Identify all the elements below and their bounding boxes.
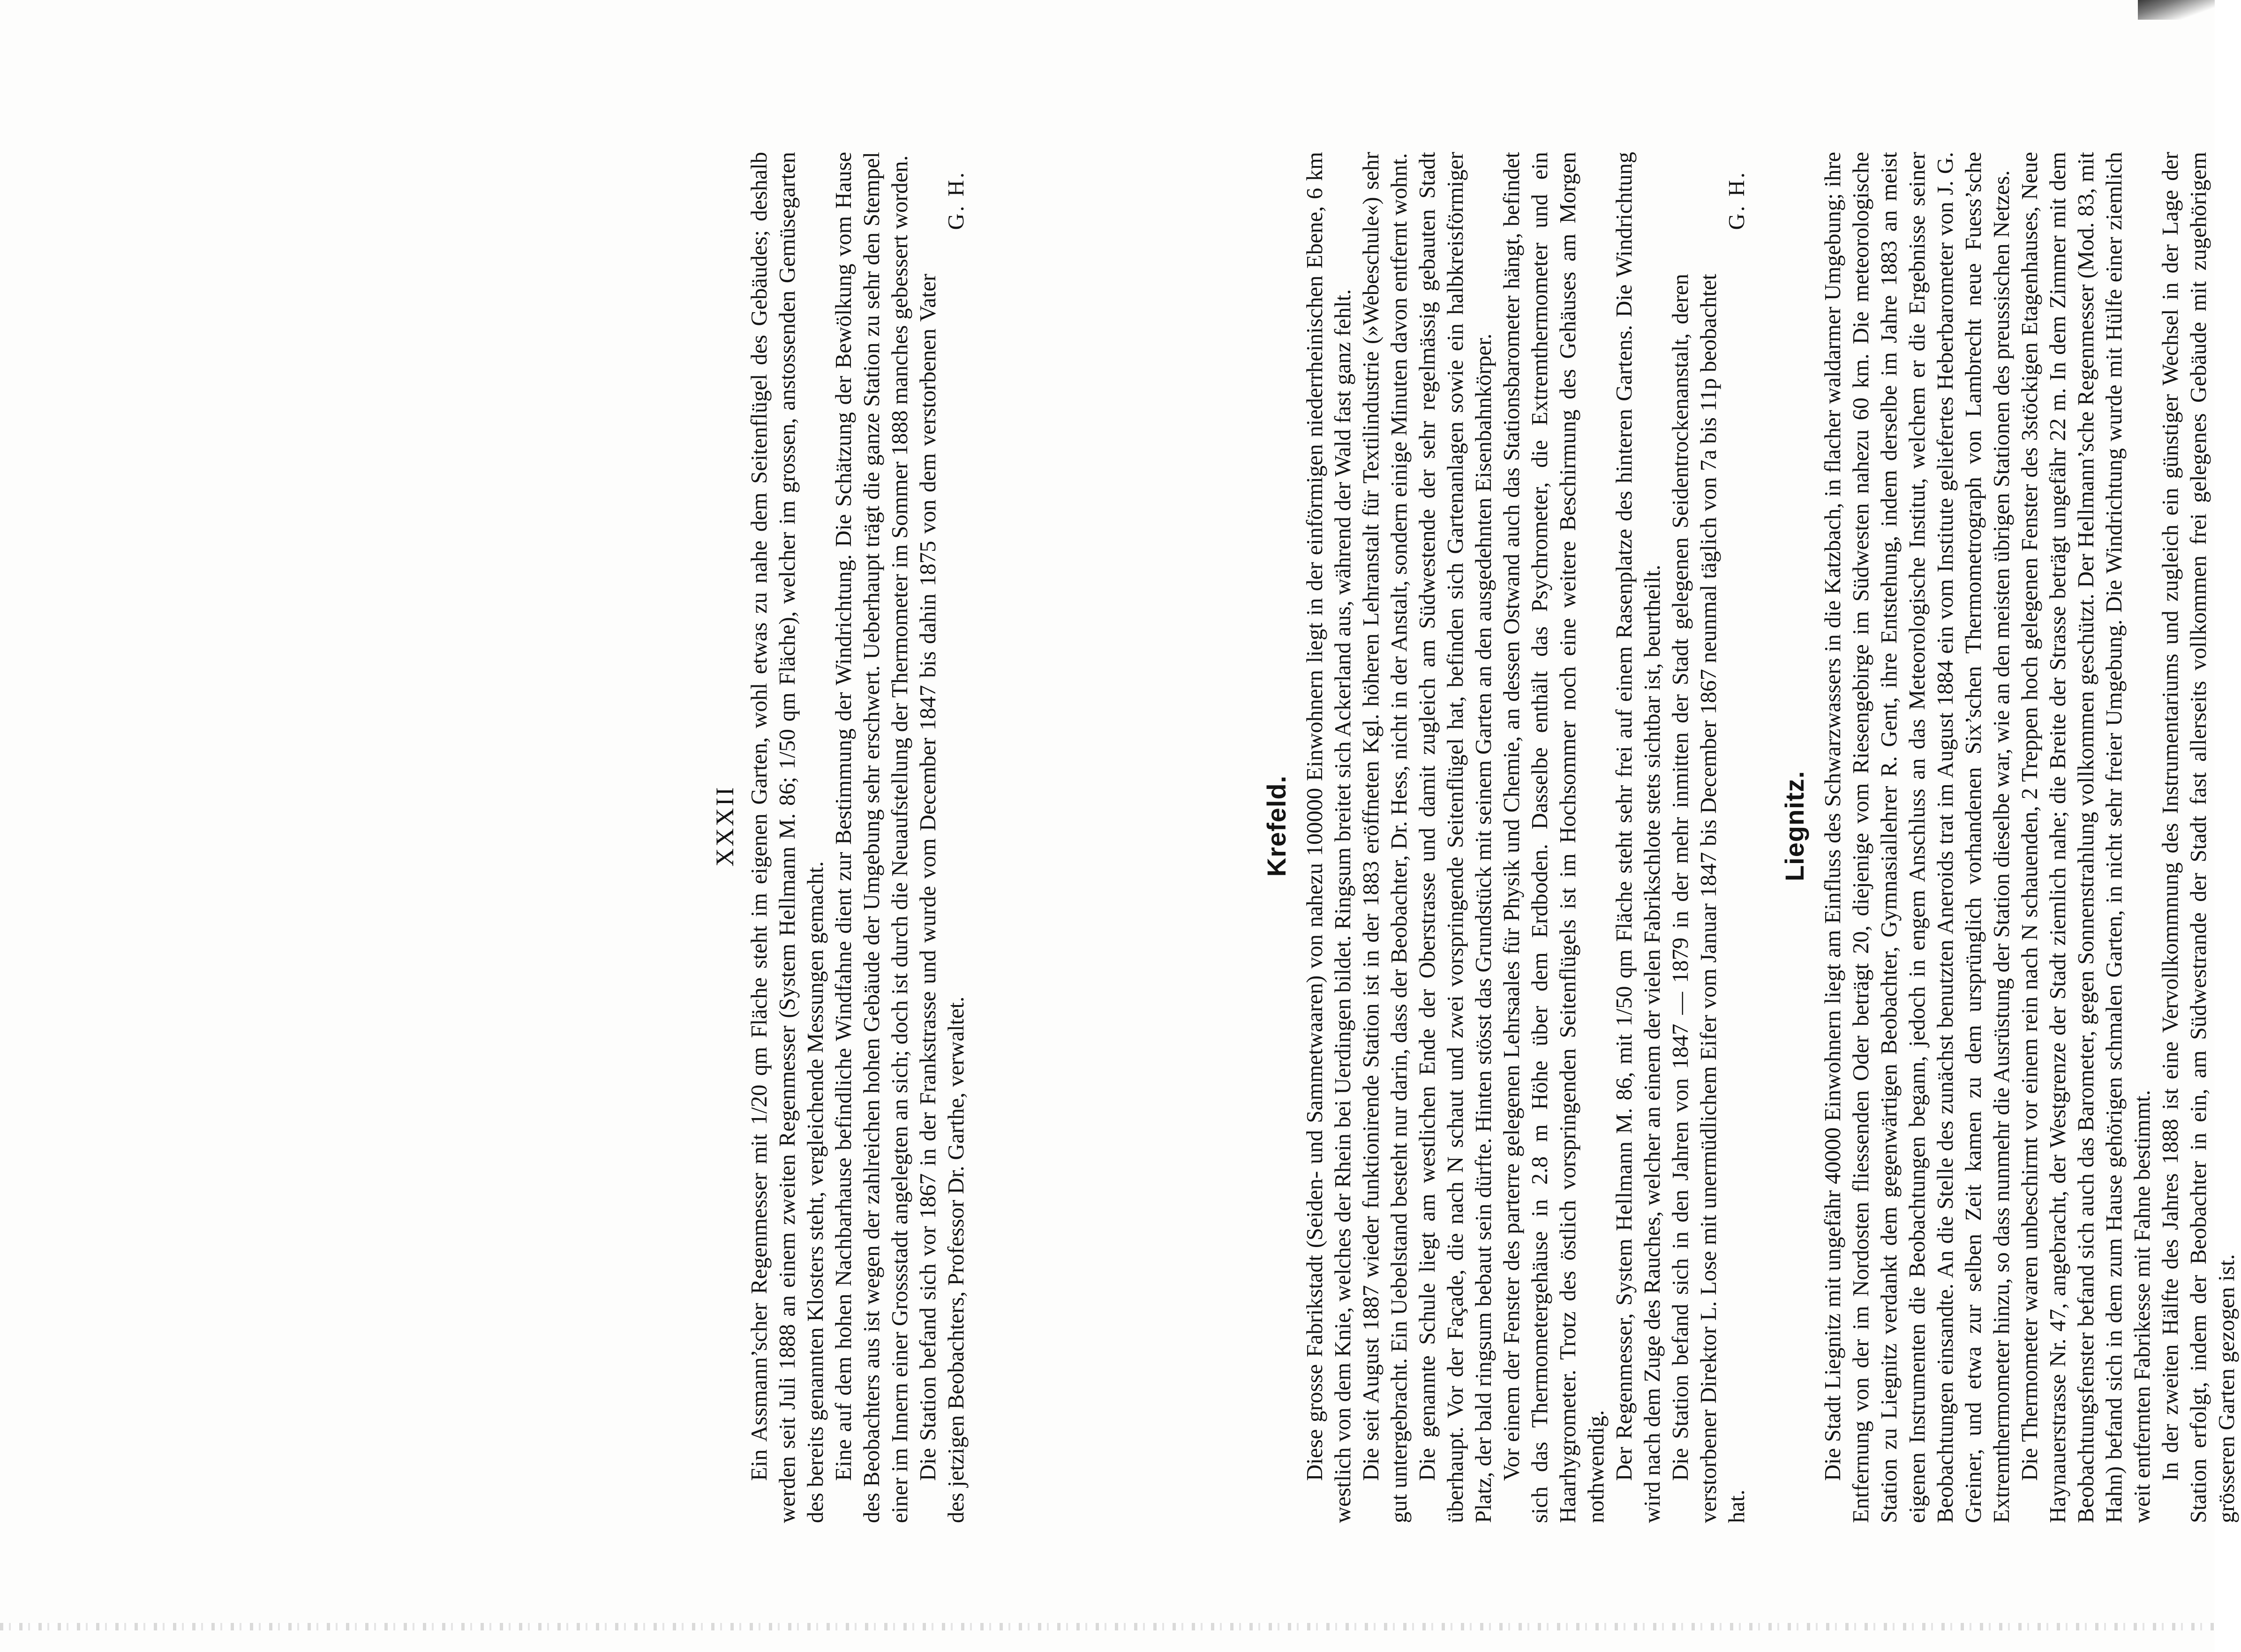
- paragraph: [1667, 152, 1751, 1523]
- scan-edge-noise: [0, 1623, 2215, 1630]
- paragraph: Die genannte Schule liegt am westlichen Ende der Oberstrasse und damit zugleich am Südwestende der sehr regelmässig gebauten Stadt überhaupt. Vor der Façade, die nach N schaut und zwei vorspringende Seitenflügel hat, befinden sich Gartenanlagen sowie ein halbkreisförmiger Platz, der bald ringsum bebaut sein dürfte. Hinten stösst das Grundstück mit seinem Garten an den ausgedehnten Eisenbahnkörper.: [1415, 152, 1496, 1523]
- paragraph: Der Regenmesser, System Hellmann M. 86, mit 1/50 qm Fläche steht sehr frei auf einem Rasenplatze des hinteren Gartens. Die Windrichtung wird nach dem Zuge des Rauches, welcher an einem der vielen Fabrikschlote stets sichtbar ist, beurtheilt.: [1612, 152, 1665, 1523]
- section-heading-liegnitz: Liegnitz.: [1780, 770, 1809, 882]
- paragraph: Ein Assmann’scher Regenmesser mit 1/20 qm Fläche steht im eigenen Garten, wohl etwas zu nahe dem Seitenflügel des Gebäudes; deshalb werden seit Juli 1888 an einem zweiten Regenmesser (System Hellmann M. 86; 1/50 qm Fläche), welcher im grossen, anstossenden Gemüsegarten des bereits genannten Klosters steht, vergleichende Messungen gemacht.: [747, 152, 828, 1523]
- section-krefeld: [1301, 152, 1751, 1523]
- paragraph: Die seit August 1887 wieder funktionirende Station ist in der 1883 eröffneten Kgl. höheren Lehranstalt für Textilindustrie (»Webeschule«) sehr gut untergebracht. Ein Uebelstand besteht nur darin, dass der Beobachter, Dr. Hess, nicht in der Anstalt, sondern einige Minuten davon entfernt wohnt.: [1359, 152, 1412, 1523]
- paragraph: [914, 152, 970, 1523]
- paragraph: Vor einem der Fenster des parterre gelegenen Lehrsaales für Physik und Chemie, an dessen Ostwand auch das Stationsbarometer hängt, befindet sich das Thermometergehäuse in 2.8 m Höhe über dem Erdboden. Dasselbe enthält das Psychrometer, die Extremthermometer und ein Haarhygrometer. Trotz des östlich vorspringenden Seitenflügels ist im Hochsommer noch eine weitere Beschirmung des Gehäuses am Morgen nothwendig.: [1499, 152, 1609, 1523]
- paragraph: Diese grosse Fabrikstadt (Seiden- und Sammetwaaren) von nahezu 100000 Einwohnern liegt in der einförmigen niederrheinischen Ebene, 6 km westlich von dem Knie, welches der Rhein bei Uerdingen bildet. Ringsum breitet sich Ackerland aus, während der Wald fast ganz fehlt.: [1302, 152, 1355, 1523]
- page-number: XXXII: [711, 785, 739, 867]
- paragraph: Die Thermometer waren unbeschirmt vor einem rein nach N schauenden, 2 Treppen hoch gelegenen Fenster des 3stöckigen Etagenhauses, Neue Haynauerstrasse Nr. 47, angebracht, der Westgrenze der Stadt ziemlich nahe; die Breite der Strasse beträgt ungefähr 22 m. In dem Zimmer mit dem Beobachtungsfenster befand sich auch das Barometer, gegen Sonnenstrahlung vollkommen geschützt. Der Hellmann’sche Regenmesser (Mod. 83, mit Hahn) befand sich in dem zum Hause gehörigen schmalen Garten, in nicht sehr freier Umgebung. Die Windrichtung wurde mit Hülfe einer ziemlich weit entfernten Fabrikesse mit Fahne bestimmt.: [2017, 152, 2155, 1523]
- paragraph: Die Stadt Liegnitz mit ungefähr 40000 Einwohnern liegt am Einfluss des Schwarzwassers in die Katzbach, in flacher waldarmer Umgebung; ihre Entfernung von der im Nordosten fliessenden Oder beträgt 20, diejenige vom Riesengebirge im Südwesten nahezu 60 km. Die meteorologische Station zu Liegnitz verdankt dem gegenwärtigen Beobachter, Gymnasiallehrer R. Gent, ihre Entstehung, indem derselbe im Jahre 1883 an meist eigenen Instrumenten die Beobachtungen begann, jedoch in engem Anschluss an das Meteorologische Institut, welchem er die Ergebnisse seiner Beobachtungen einsandte. An die Stelle des zunächst benutzten Aneroids trat im August 1884 ein vom Institute geliefertes Heberbarometer von J. G. Greiner, und etwa zur selben Zeit kamen zu dem ursprünglich vorhandenen Six’schen Thermometrograph von Lambrecht neue Fuess’sche Extremthermometer hinzu, so dass nunmehr die Ausrüstung der Station dieselbe war, wie an den meisten übrigen Stationen des preussischen Netzes.: [1820, 152, 2014, 1523]
- paragraph: In der zweiten Hälfte des Jahres 1888 ist eine Vervollkommnung des Instrumentariums und zugleich ein günstiger Wechsel in der Lage der Station erfolgt, indem der Beobachter in ein, am Südwestrande der Stadt fast allerseits vollkommen frei gelegenes Gebäude mit zugehörigem grösseren Garten gezogen ist.: [2158, 152, 2239, 1523]
- section-liegnitz: [1819, 152, 2241, 1523]
- author-signature: G. H.: [944, 171, 969, 230]
- section-heading-krefeld: Krefeld.: [1262, 775, 1291, 877]
- author-signature: G. H.: [1724, 171, 1749, 230]
- paragraph: Eine auf dem hohen Nachbarhause befindliche Windfahne dient zur Bestimmung der Windrichtung. Die Schätzung der Bewölkung vom Hause des Beobachters aus ist wegen der zahlreichen hohen Gebäude der Umgebung sehr erschwert. Ueberhaupt trägt die ganze Station zu sehr den Stempel einer im Innern einer Grossstadt angelegten an sich; doch ist durch die Neuaufstellung der Thermometer im Sommer 1888 manches gebessert worden.: [831, 152, 912, 1523]
- scan-corner-mark: [2138, 0, 2215, 20]
- paragraph-text: Die Station befand sich in den Jahren von 1847 — 1879 in der mehr inmitten der Stadt gelegenen Seidentrockenanstalt, deren verstorbener Direktor L. Lose mit unermüdlichem Eifer vom Januar 1847 bis December 1867 neunmal täglich von 7a bis 11p beobachtet hat.: [1668, 274, 1749, 1523]
- paragraph-text: Die Station befand sich vor 1867 in der Frankstrasse und wurde vom December 1847 bis dahin 1875 von dem verstorbenen Vater des jetzigen Beobachters, Professor Dr. Garthe, verwaltet.: [916, 274, 969, 1523]
- section-garthe-station: [745, 152, 970, 1523]
